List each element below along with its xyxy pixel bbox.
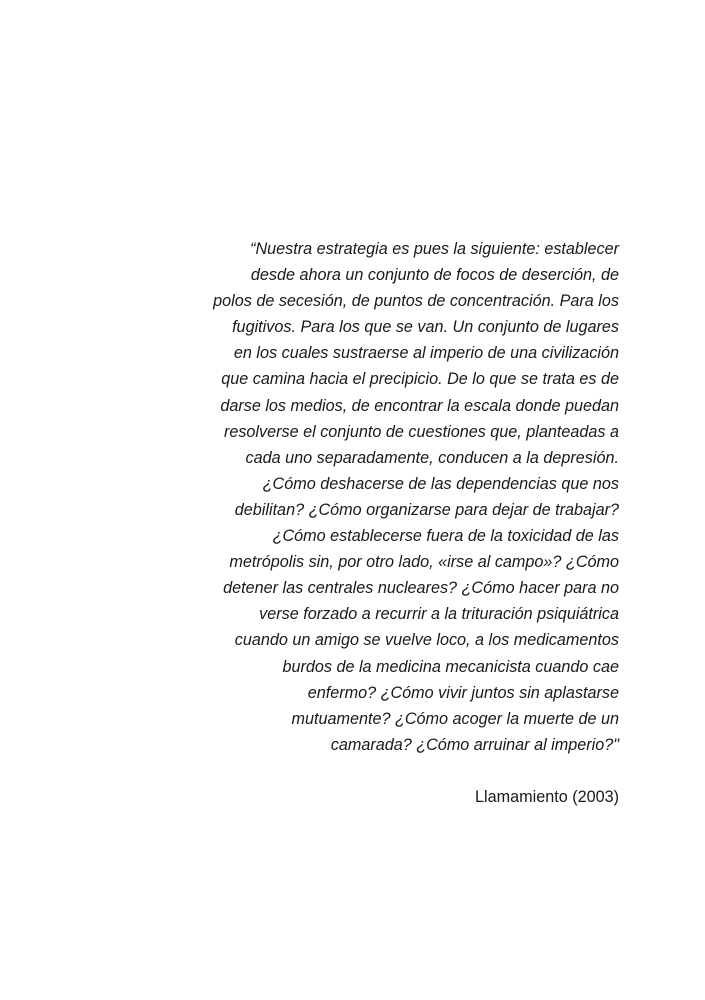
quote-line: camarada? ¿Cómo arruinar al imperio?" xyxy=(330,735,619,754)
quote-line: ¿Cómo deshacerse de las dependencias que nos xyxy=(262,474,619,493)
quote-line: debilitan? ¿Cómo organizarse para dejar de trabajar? xyxy=(234,500,619,519)
quote-line: polos de secesión, de puntos de concentración. Para los xyxy=(213,292,619,311)
quote-line: verse forzado a recurrir a la trituración psiquiátrica xyxy=(259,605,619,624)
quote-line: fugitivos. Para los que se van. Un conjunto de lugares xyxy=(232,318,619,337)
quote-line: ¿Cómo establecerse fuera de la toxicidad de las xyxy=(272,527,619,546)
quote-attribution: Llamamiento (2003) xyxy=(475,787,619,806)
quote-line: enfermo? ¿Cómo vivir juntos sin aplastarse xyxy=(307,683,619,702)
quote-line: metrópolis sin, por otro lado, «irse al campo»? ¿Cómo xyxy=(229,553,619,572)
quote-line: detener las centrales nucleares? ¿Cómo hacer para no xyxy=(223,579,619,598)
quote-line: mutuamente? ¿Cómo acoger la muerte de un xyxy=(291,709,619,728)
quote-line: “Nuestra estrategia es pues la siguiente: establecer xyxy=(250,240,619,258)
quote-line: en los cuales sustraerse al imperio de una civilización xyxy=(233,344,619,363)
quote-text xyxy=(179,236,619,758)
epigraph-block xyxy=(179,236,619,810)
quote-line: desde ahora un conjunto de focos de deserción, de xyxy=(250,266,619,285)
quote-line: cuando un amigo se vuelve loco, a los medicamentos xyxy=(234,631,619,650)
quote-line: que camina hacia el precipicio. De lo que se trata es de xyxy=(221,370,619,389)
quote-line: resolverse el conjunto de cuestiones que, planteadas a xyxy=(223,422,619,441)
quote-line: burdos de la medicina mecanicista cuando cae xyxy=(282,657,619,676)
quote-line: cada uno separadamente, conducen a la depresión. xyxy=(245,448,619,467)
quote-line: darse los medios, de encontrar la escala donde puedan xyxy=(220,396,619,415)
